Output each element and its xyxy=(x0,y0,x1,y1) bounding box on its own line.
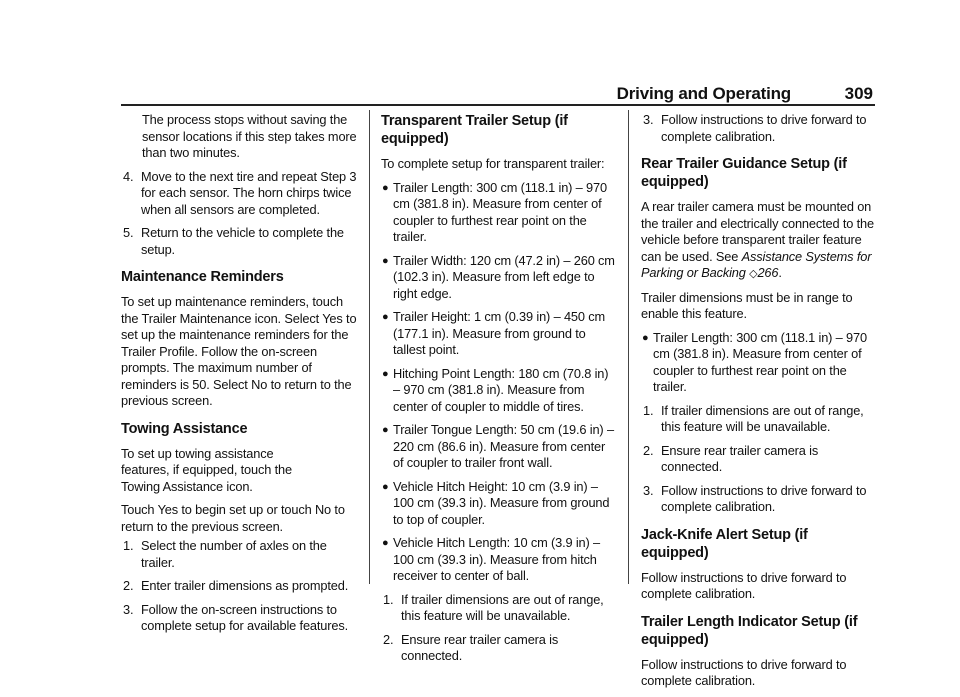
step-number: 2. xyxy=(643,442,654,458)
column-right xyxy=(641,112,877,697)
page-header xyxy=(121,84,875,104)
step-number: 3. xyxy=(123,601,134,617)
step-continuation-text: The process stops without saving the sensor locations if this step takes more than two minutes. xyxy=(142,112,357,160)
bullet-text: Trailer Length: 300 cm (118.1 in) – 970 cm (381.8 in). Measure from center of coupler to furthest rear point on the trailer. xyxy=(393,179,607,244)
step-number: 3. xyxy=(643,112,654,127)
bullet-text: Hitching Point Length: 180 cm (70.8 in) – 970 cm (381.8 in). Measure from center of coupler to middle of tires. xyxy=(393,365,609,414)
bullet-text: Trailer Length: 300 cm (118.1 in) – 970 cm (381.8 in). Measure from center of coupler to furthest rear point on the trailer. xyxy=(653,329,867,394)
list-item xyxy=(121,602,357,635)
step-text: Return to the vehicle to complete the setup. xyxy=(141,225,344,257)
page-number: 309 xyxy=(844,84,873,103)
cross-reference-link[interactable]: Assistance Systems for Parking or Backing xyxy=(641,248,872,280)
list-item xyxy=(641,403,877,436)
bullet-icon: ● xyxy=(642,331,649,344)
section-title: Driving and Operating xyxy=(616,84,791,103)
step-number: 4. xyxy=(123,168,134,184)
list-item xyxy=(381,180,617,246)
step-text: If trailer dimensions are out of range, this feature will be unavailable. xyxy=(661,402,864,434)
list-item xyxy=(381,253,617,303)
list-item xyxy=(641,483,877,516)
list-item xyxy=(121,169,357,219)
bullet-text: Trailer Width: 120 cm (47.2 in) – 260 cm (102.3 in). Measure from left edge to right edge. xyxy=(393,252,615,301)
list-item xyxy=(121,578,357,595)
page-reference-icon: ◇ xyxy=(749,268,758,280)
bullet-icon: ● xyxy=(382,537,389,549)
bullet-text: Trailer Tongue Length: 50 cm (19.6 in) – 220 cm (86.6 in). Measure from center of coupler to trailer front wall. xyxy=(393,422,614,470)
bullet-icon: ● xyxy=(382,311,389,323)
step-text: Ensure rear trailer camera is connected. xyxy=(661,442,819,474)
bullet-text: Trailer Height: 1 cm (0.39 in) – 450 cm (177.1 in). Measure from ground to tallest point. xyxy=(393,309,606,357)
step-text: Follow the on-screen instructions to complete setup for available features. xyxy=(141,601,348,633)
jack-knife-text: Follow instructions to drive forward to complete calibration. xyxy=(641,569,847,601)
step-number: 1. xyxy=(383,591,394,607)
bullet-icon: ● xyxy=(382,254,389,267)
bullet-text: Vehicle Hitch Height: 10 cm (3.9 in) – 100 cm (39.3 in). Measure from ground to top of coupler. xyxy=(393,478,610,527)
column-middle xyxy=(381,112,617,672)
rear-trailer-text-end: . xyxy=(778,265,782,280)
transparent-trailer-intro: To complete setup for transparent trailer: xyxy=(381,156,605,171)
column-divider-1 xyxy=(369,110,370,584)
towing-assistance-text: To set up towing assistance features, if equipped, touch the Towing Assistance icon. xyxy=(121,445,292,494)
step-text: Follow instructions to drive forward to complete calibration. xyxy=(661,482,867,514)
step-number: 3. xyxy=(643,482,654,498)
column-divider-2 xyxy=(628,110,629,584)
step-text: Ensure rear trailer camera is connected. xyxy=(401,631,559,663)
step-text: Enter trailer dimensions as prompted. xyxy=(141,578,349,593)
step-number: 2. xyxy=(383,631,394,647)
step-number: 1. xyxy=(123,538,134,553)
list-item xyxy=(381,535,617,585)
range-requirement-text: Trailer dimensions must be in range to enable this feature. xyxy=(641,289,853,321)
list-item xyxy=(381,309,617,359)
heading-jack-knife-alert-setup: Jack-Knife Alert Setup (if equipped) xyxy=(641,526,808,561)
list-item xyxy=(381,632,617,665)
header-divider xyxy=(121,104,875,106)
trailer-length-indicator-text: Follow instructions to drive forward to complete calibration. xyxy=(641,656,847,688)
rear-trailer-text-lead: A rear trailer camera must be mounted on the trailer and electrically connected to the vehicle before transparent trailer feature can be used. See xyxy=(641,199,874,264)
list-item xyxy=(641,330,877,396)
list-item xyxy=(121,538,357,571)
heading-towing-assistance: Towing Assistance xyxy=(121,420,248,437)
list-item xyxy=(641,112,877,145)
step-number: 5. xyxy=(123,225,134,240)
bullet-icon: ● xyxy=(382,367,389,380)
list-item xyxy=(381,479,617,529)
bullet-icon: ● xyxy=(382,424,389,436)
maintenance-reminders-text: To set up maintenance reminders, touch the Trailer Maintenance icon. Select Yes to set up the maintenance reminders for the Trailer Profile. Follow the on-screen prompts. The maximum number of reminders is 50. Select No to return to the previous screen. xyxy=(121,294,357,408)
bullet-icon: ● xyxy=(382,181,389,194)
list-item xyxy=(381,592,617,625)
step-text: Follow instructions to drive forward to complete calibration. xyxy=(661,112,867,144)
column-left xyxy=(121,112,357,642)
step-number: 1. xyxy=(643,402,654,418)
cross-reference-page[interactable]: 266 xyxy=(757,265,779,280)
step-text: If trailer dimensions are out of range, this feature will be unavailable. xyxy=(401,591,604,623)
heading-rear-trailer-guidance-setup: Rear Trailer Guidance Setup (if equipped) xyxy=(641,156,847,190)
list-item xyxy=(121,225,357,258)
towing-assistance-text-2: Touch Yes to begin set up or touch No to return to the previous screen. xyxy=(121,502,345,534)
heading-maintenance-reminders: Maintenance Reminders xyxy=(121,269,284,285)
heading-transparent-trailer-setup: Transparent Trailer Setup (if equipped) xyxy=(381,113,568,147)
rear-trailer-guidance-text xyxy=(641,199,877,283)
step-number: 2. xyxy=(123,578,134,593)
step-text: Select the number of axles on the trailer. xyxy=(141,538,327,570)
list-item xyxy=(381,422,617,472)
list-item xyxy=(641,443,877,476)
bullet-text: Vehicle Hitch Length: 10 cm (3.9 in) – 100 cm (39.3 in). Measure from hitch receiver to center of ball. xyxy=(393,535,600,583)
list-item xyxy=(381,366,617,416)
bullet-icon: ● xyxy=(382,480,389,493)
heading-trailer-length-indicator-setup: Trailer Length Indicator Setup (if equipped) xyxy=(641,613,858,648)
step-text: Move to the next tire and repeat Step 3 for each sensor. The horn chirps twice when all sensors are completed. xyxy=(141,168,357,217)
